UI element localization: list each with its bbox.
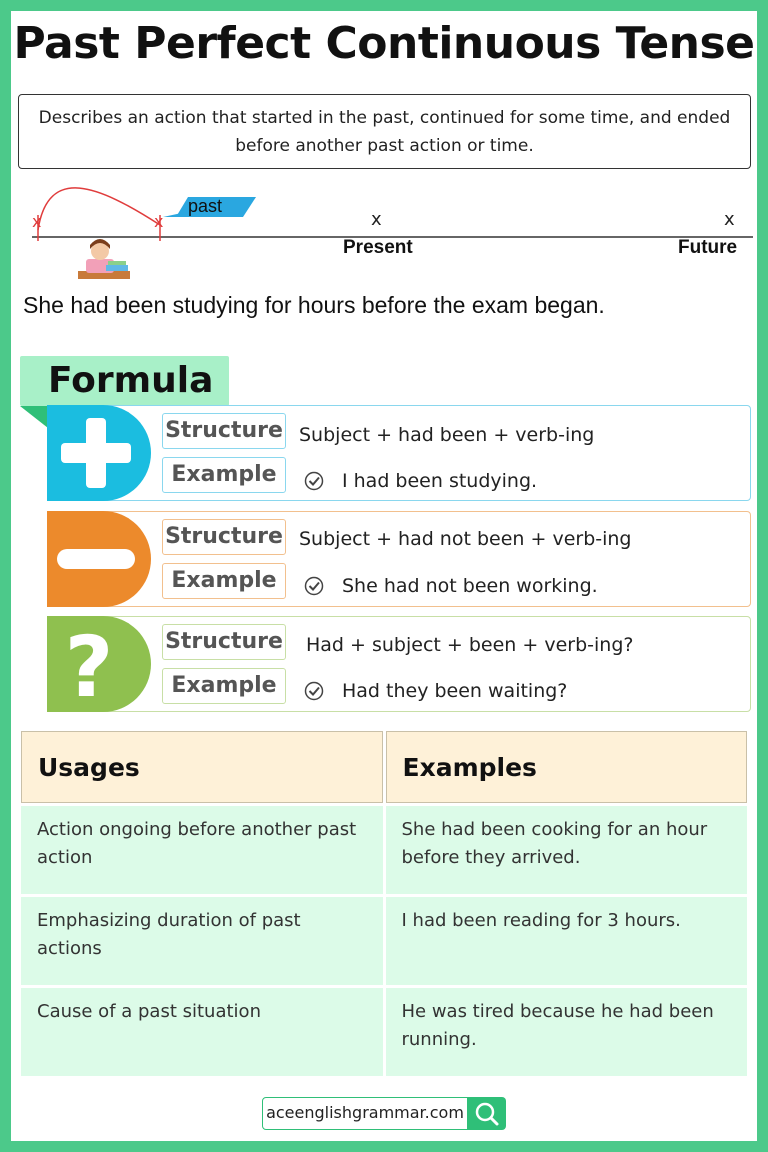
negative-badge — [47, 511, 151, 607]
svg-text:?: ? — [64, 618, 114, 712]
site-link[interactable]: aceenglishgrammar.com — [262, 1097, 468, 1130]
usages-header: Usages — [21, 731, 383, 803]
formula-heading: Formula — [20, 356, 229, 406]
usage-cell: Action ongoing before another past action — [21, 806, 383, 894]
positive-badge — [47, 405, 151, 501]
present-label: Present — [343, 237, 413, 258]
structure-text: Had + subject + been + verb-ing? — [306, 634, 634, 656]
usage-table — [18, 728, 750, 1079]
check-icon — [304, 471, 324, 491]
example-label: Example — [162, 457, 286, 493]
examples-header: Examples — [386, 731, 748, 803]
search-icon — [468, 1097, 506, 1130]
positive-row — [47, 405, 751, 501]
example-cell: I had been reading for 3 hours. — [386, 897, 748, 985]
formula-fold — [20, 406, 48, 428]
svg-text:x: x — [154, 212, 164, 231]
svg-text:x: x — [32, 212, 42, 231]
future-mark: x — [724, 209, 735, 230]
example-cell: She had been cooking for an hour before they arrived. — [386, 806, 748, 894]
structure-label: Structure — [162, 413, 286, 449]
past-tag: past — [188, 196, 223, 216]
usage-cell: Cause of a past situation — [21, 988, 383, 1076]
table-row — [21, 897, 747, 985]
search-button[interactable] — [468, 1097, 506, 1130]
usage-cell: Emphasizing duration of past actions — [21, 897, 383, 985]
page-title: Past Perfect Continuous Tense — [13, 18, 755, 69]
minus-icon — [47, 511, 151, 607]
future-label: Future — [678, 237, 738, 258]
table-row — [21, 806, 747, 894]
example-label: Example — [162, 668, 286, 704]
example-text: Had they been waiting? — [342, 680, 568, 702]
structure-label: Structure — [162, 624, 286, 660]
question-icon — [47, 616, 151, 712]
timeline — [18, 185, 753, 295]
structure-text: Subject + had been + verb-ing — [299, 424, 595, 446]
girl-studying-icon — [78, 239, 130, 279]
question-row — [47, 616, 751, 712]
check-icon — [304, 576, 324, 596]
plus-icon — [47, 405, 151, 501]
description-box: Describes an action that started in the past, continued for some time, and ended before another past action or time. — [18, 94, 751, 169]
table-row — [21, 988, 747, 1076]
example-cell: He was tired because he had been running. — [386, 988, 748, 1076]
structure-label: Structure — [162, 519, 286, 555]
example-text: I had been studying. — [342, 470, 538, 492]
present-mark: x — [371, 209, 382, 230]
example-sentence: She had been studying for hours before the exam began. — [23, 292, 605, 318]
structure-text: Subject + had not been + verb-ing — [299, 528, 632, 550]
check-icon — [304, 681, 324, 701]
negative-row — [47, 511, 751, 607]
table-header-row — [21, 731, 747, 803]
example-label: Example — [162, 563, 286, 599]
question-badge — [47, 616, 151, 712]
example-text: She had not been working. — [342, 575, 598, 597]
